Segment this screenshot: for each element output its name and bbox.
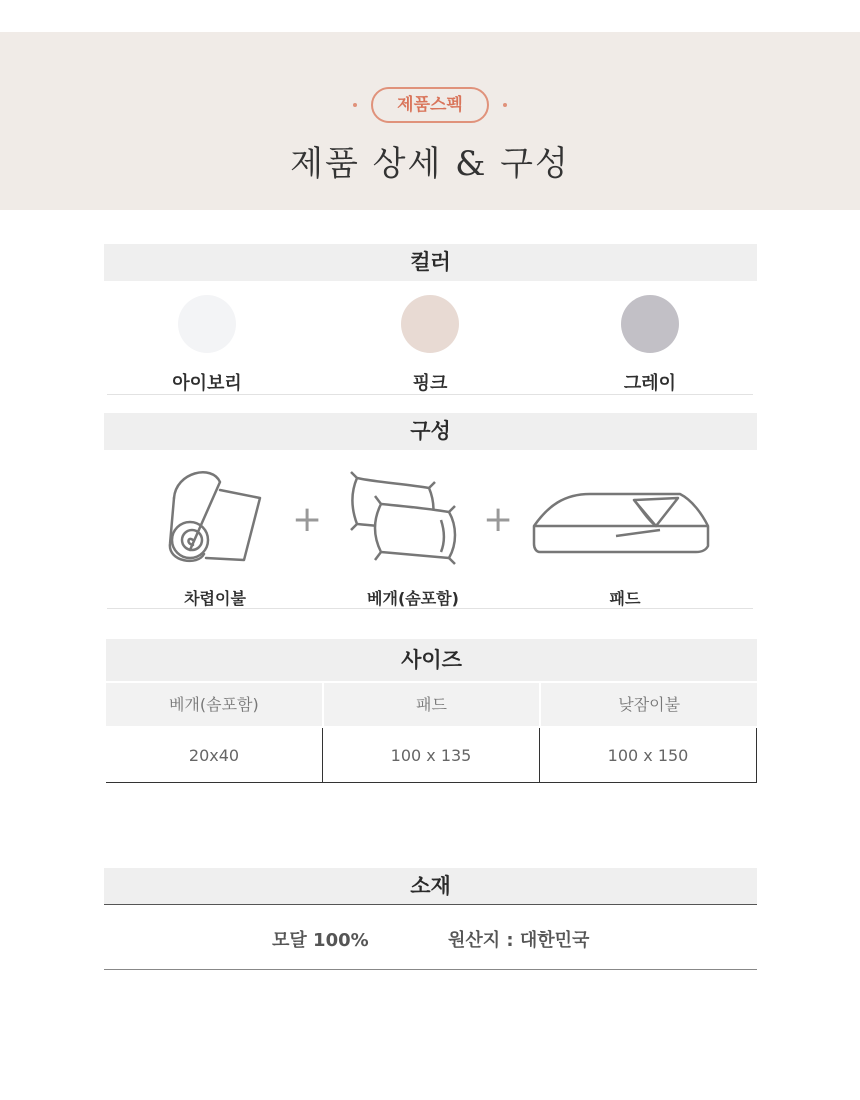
- badge-dot-left: [353, 103, 357, 107]
- color-swatch-pink: [401, 295, 459, 353]
- size-header-nap-blanket: 낮잠이불: [541, 683, 757, 726]
- size-value-nap-blanket: 100 x 150: [539, 728, 757, 782]
- color-label-ivory: 아이보리: [172, 373, 242, 394]
- page-title: 제품 상세 & 구성: [290, 144, 570, 184]
- size-value-row: [106, 728, 757, 783]
- size-header-pillow: 베개(솜포함): [106, 683, 322, 726]
- color-section-title: 컬러: [104, 244, 757, 281]
- size-section-title: 사이즈: [106, 639, 757, 681]
- material-origin: 원산지 : 대한민국: [448, 930, 590, 951]
- color-label-pink: 핑크: [412, 373, 448, 394]
- plus-sign-2: +: [483, 499, 514, 540]
- badge-row: [0, 86, 860, 124]
- color-label-gray: 그레이: [623, 373, 677, 394]
- material-section-title: 소재: [104, 868, 757, 905]
- size-header-row: [106, 683, 757, 726]
- rolled-blanket-icon: [160, 462, 270, 572]
- composition-label-blanket: 차렵이불: [184, 589, 246, 608]
- pillows-icon: [345, 462, 465, 572]
- size-header-pad: 패드: [324, 683, 540, 726]
- spec-badge: 제품스펙: [371, 87, 489, 123]
- material-fabric: 모달 100%: [272, 930, 369, 951]
- color-swatch-gray: [621, 295, 679, 353]
- divider: [107, 608, 753, 609]
- size-value-pillow: 20x40: [188, 746, 240, 765]
- mattress-pad-icon: [530, 486, 714, 558]
- size-value-pad: 100 x 135: [322, 728, 539, 782]
- plus-sign-1: +: [292, 499, 323, 540]
- color-swatch-ivory: [178, 295, 236, 353]
- badge-dot-right: [503, 103, 507, 107]
- composition-section-title: 구성: [104, 413, 757, 450]
- size-table: [106, 639, 757, 783]
- composition-label-pillow: 베개(솜포함): [367, 589, 459, 608]
- composition-label-pad: 패드: [609, 589, 641, 608]
- material-row: [104, 906, 757, 970]
- divider: [107, 394, 753, 395]
